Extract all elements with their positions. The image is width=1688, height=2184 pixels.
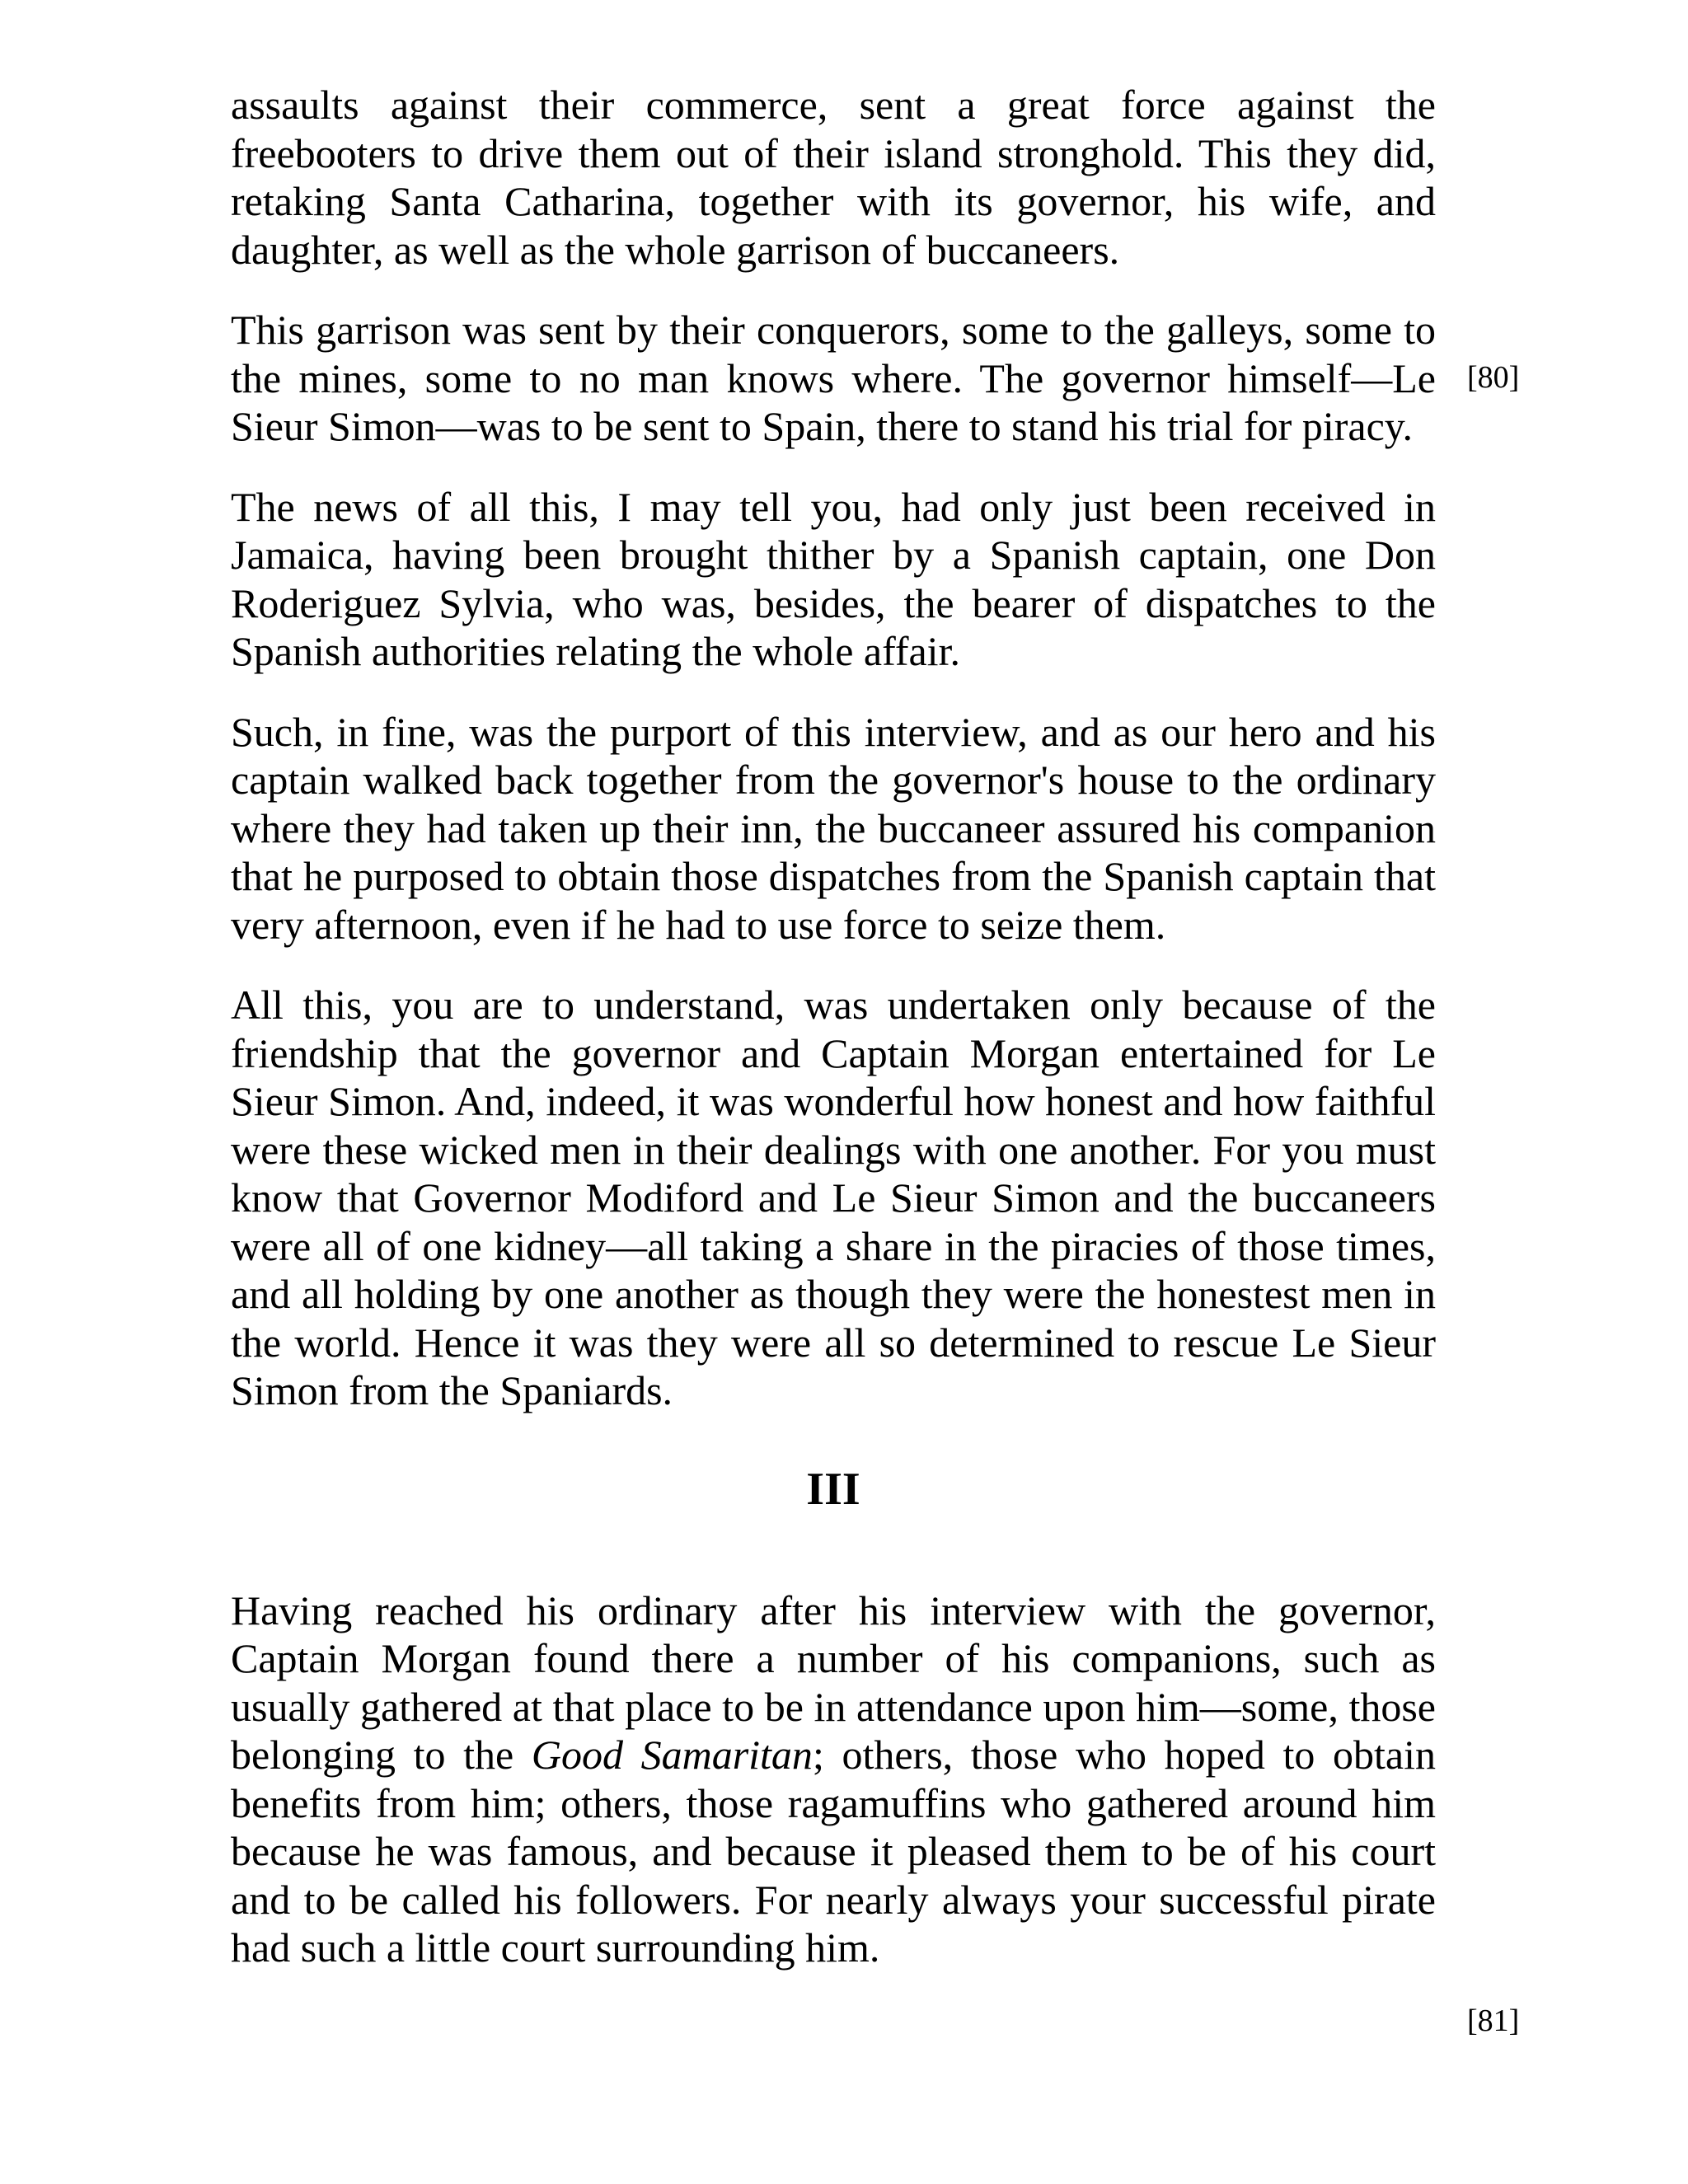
paragraph-6-text-start: Having reached his ordinary after his interview with the governor, Captain Morgan found there a number of his companions, such as usually gathered at that place to be in attendance upon him—some, those belonging to the — [231, 1586, 1436, 1778]
paragraph-1: assaults against their commerce, sent a great force against the freebooters to drive them out of their island stronghold. This they did, retaking Santa Catharina, together with its governor, his wife, and daughter, as well as the whole garrison of buccaneers. — [231, 82, 1436, 273]
paragraph-6-text-end: ; others, those who hoped to obtain benefits from him; others, those ragamuffins who gathered around him because he was famous, and because it pleased them to be of his court and to be called his followers. For nearly always your successful pirate had such a little court surrounding him. — [231, 1732, 1437, 1971]
page-number-80: [80] — [1467, 360, 1520, 395]
paragraph-6 — [231, 1586, 1436, 1972]
paragraph-4: Such, in fine, was the purport of this interview, and as our hero and his captain walked back together from the governor's house to the ordinary where they had taken up their inn, the buccaneer assured his companion that he purposed to obtain those dispatches from the Spanish captain that very afternoon, even if he had to use force to seize them. — [231, 708, 1436, 948]
paragraph-5: All this, you are to understand, was undertaken only because of the friendship that the governor and Captain Morgan entertained for Le Sieur Simon. And, indeed, it was wonderful how honest and how faithful were these wicked men in their dealings with one another. For you must know that Governor Modiford and Le Sieur Simon and the buccaneers were all of one kidney—all taking a share in the piracies of those times, and all holding by one another as though they were the honestest men in the world. Hence it was they were all so determined to rescue Le Sieur Simon from the Spaniards. — [231, 982, 1436, 1413]
page-body — [231, 81, 1436, 1972]
paragraph-3: The news of all this, I may tell you, had only just been received in Jamaica, having been brought thither by a Spanish captain, one Don Roderiguez Sylvia, who was, besides, the bearer of dispatches to the Spanish authorities relating the whole affair. — [231, 483, 1436, 674]
section-heading: III — [806, 1463, 860, 1515]
paragraph-2: This garrison was sent by their conquerors, some to the galleys, some to the mines, some to no man knows where. The governor himself—Le Sieur Simon—was to be sent to Spain, there to stand his trial for piracy. — [231, 307, 1436, 449]
page-number-81: [81] — [1467, 2004, 1520, 2038]
ship-name: Good Samaritan — [531, 1732, 813, 1778]
